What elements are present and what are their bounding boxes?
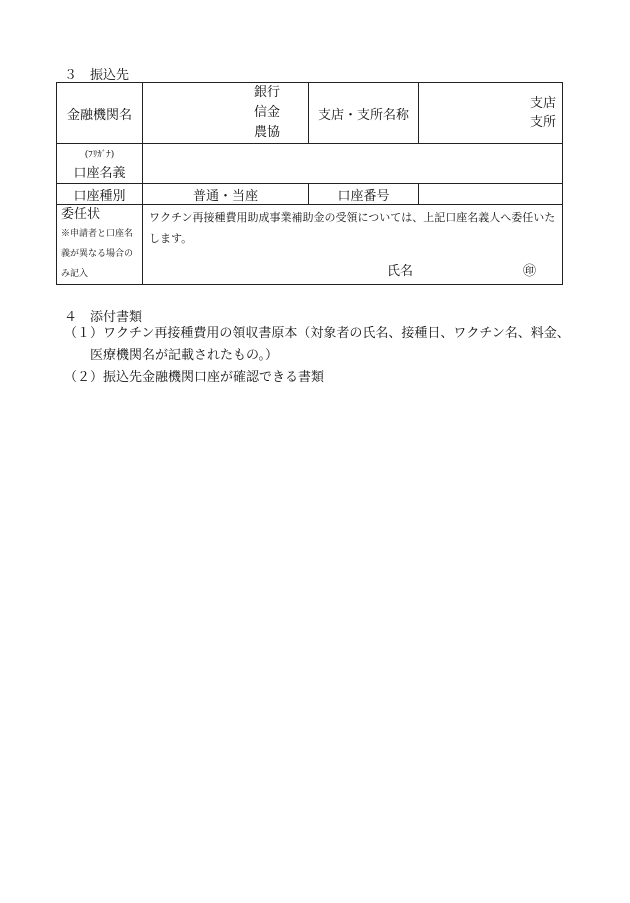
section3-heading: ３ 振込先 (64, 68, 130, 83)
account-number-field[interactable] (419, 184, 563, 205)
institution-type-shinkin: 信金 (253, 105, 280, 120)
attachment-item (64, 367, 574, 389)
branch-type-shisho: 支所 (529, 115, 556, 130)
attachment-item (64, 323, 574, 367)
account-type-options: 普通・当座 (143, 184, 309, 205)
financial-institution-label: 金融機関名 (57, 83, 143, 144)
branch-type-cell (419, 83, 563, 144)
attachment-item-text: （２）振込先金融機関口座が確認できる書類 (64, 370, 325, 385)
attachment-list (64, 323, 574, 389)
account-number-label: 口座番号 (309, 184, 419, 205)
proxy-row (57, 205, 563, 285)
attachment-item-continuation: 医療機関名が記載されたもの。） (90, 348, 278, 363)
transfer-destination-table (56, 82, 563, 285)
attachment-item-text: （１）ワクチン再接種費用の領収書原本（対象者の氏名、接種日、ワクチン名、料金、 (64, 326, 570, 341)
bank-row (57, 83, 563, 144)
account-type-row (57, 184, 563, 205)
seal-icon: ㊞ (523, 264, 537, 279)
proxy-statement-cell (143, 205, 563, 285)
proxy-title: 委任状 (61, 207, 101, 222)
proxy-statement: ワクチン再接種費用助成事業補助金の受領については、上記口座名義人へ委任いたします。 (149, 211, 556, 245)
institution-type-bank: 銀行 (253, 85, 280, 100)
branch-label: 支店・支所名称 (309, 83, 419, 144)
proxy-label-cell (57, 205, 143, 285)
account-holder-field[interactable] (143, 144, 563, 184)
proxy-note: ※申請者と口座名義が異なる場合のみ記入 (61, 229, 134, 279)
account-holder-label: 口座名義 (73, 165, 126, 181)
name-label: 氏名 (387, 264, 414, 279)
account-type-label: 口座種別 (57, 184, 143, 205)
account-holder-label-cell (57, 144, 143, 184)
institution-type-nokyo: 農協 (253, 125, 280, 140)
furigana-label: (ﾌﾘｶﾞﾅ) (84, 149, 115, 160)
branch-type-shiten: 支店 (529, 96, 556, 111)
section4-heading: ４ 添付書類 (64, 310, 143, 325)
account-holder-row (57, 144, 563, 184)
institution-type-cell (143, 83, 309, 144)
